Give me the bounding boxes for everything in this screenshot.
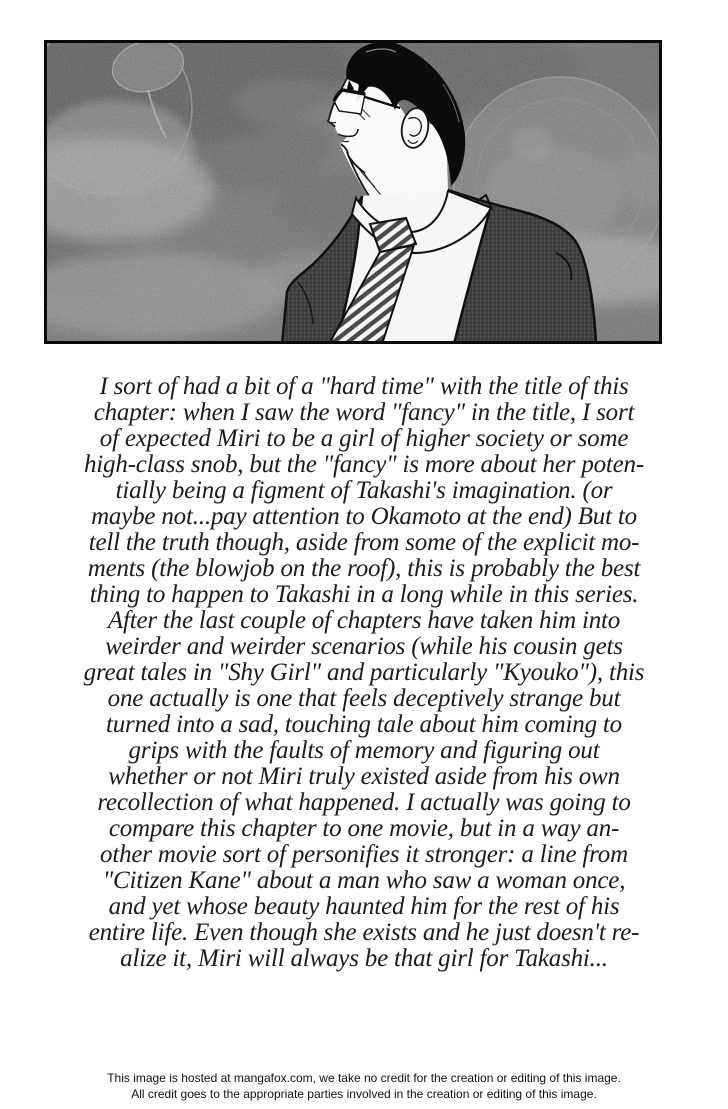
- hosting-disclaimer: [0, 1070, 728, 1102]
- commentary-line: grips with the faults of memory and figuring out: [128, 737, 600, 764]
- manga-panel-illustration: [44, 40, 662, 344]
- commentary-line: one actually is one that feels deceptively strange but: [107, 685, 621, 712]
- commentary-line: other movie sort of personifies it stronger: a line from: [100, 841, 628, 868]
- commentary-line: "Citizen Kane" about a man who saw a woman once,: [102, 867, 626, 894]
- commentary-line: chapter: when I saw the word "fancy" in the title, I sort: [93, 399, 635, 426]
- disclaimer-line-2: All credit goes to the appropriate parties involved in the creation or editing of this image.: [131, 1087, 597, 1101]
- commentary-line: entire life. Even though she exists and he just doesn't re-: [88, 919, 640, 946]
- disclaimer-line-1: This image is hosted at mangafox.com, we take no credit for the creation or editing of this image.: [107, 1071, 621, 1085]
- commentary-line: tell the truth though, aside from some of the explicit mo-: [88, 529, 640, 556]
- commentary-line: recollection of what happened. I actually was going to: [97, 789, 631, 816]
- commentary-line: ments (the blowjob on the roof), this is probably the best: [87, 555, 641, 582]
- commentary-line: weirder and weirder scenarios (while his cousin gets: [105, 633, 623, 660]
- commentary-line: whether or not Miri truly existed aside from his own: [108, 763, 620, 790]
- commentary-line: high-class snob, but the "fancy" is more about her poten-: [84, 451, 644, 478]
- commentary-line: thing to happen to Takashi in a long while in this series.: [89, 581, 639, 608]
- commentary-line: maybe not...pay attention to Okamoto at the end) But to: [91, 503, 637, 530]
- commentary-line: great tales in "Shy Girl" and particularly "Kyouko"), this: [83, 659, 645, 686]
- commentary-line: I sort of had a bit of a "hard time" with the title of this: [99, 373, 629, 400]
- commentary-line: of expected Miri to be a girl of higher society or some: [99, 425, 629, 452]
- commentary-line: alize it, Miri will always be that girl for Takashi...: [120, 945, 608, 972]
- commentary-line: compare this chapter to one movie, but in a way an-: [108, 815, 620, 842]
- commentary-line: After the last couple of chapters have taken him into: [107, 607, 621, 634]
- commentary-line: and yet whose beauty haunted him for the rest of his: [108, 893, 620, 920]
- commentary-line: tially being a figment of Takashi's imagination. (or: [115, 477, 613, 504]
- commentary-block: [0, 374, 728, 972]
- commentary-line: turned into a sad, touching tale about him coming to: [106, 711, 622, 738]
- manga-panel: [44, 40, 662, 344]
